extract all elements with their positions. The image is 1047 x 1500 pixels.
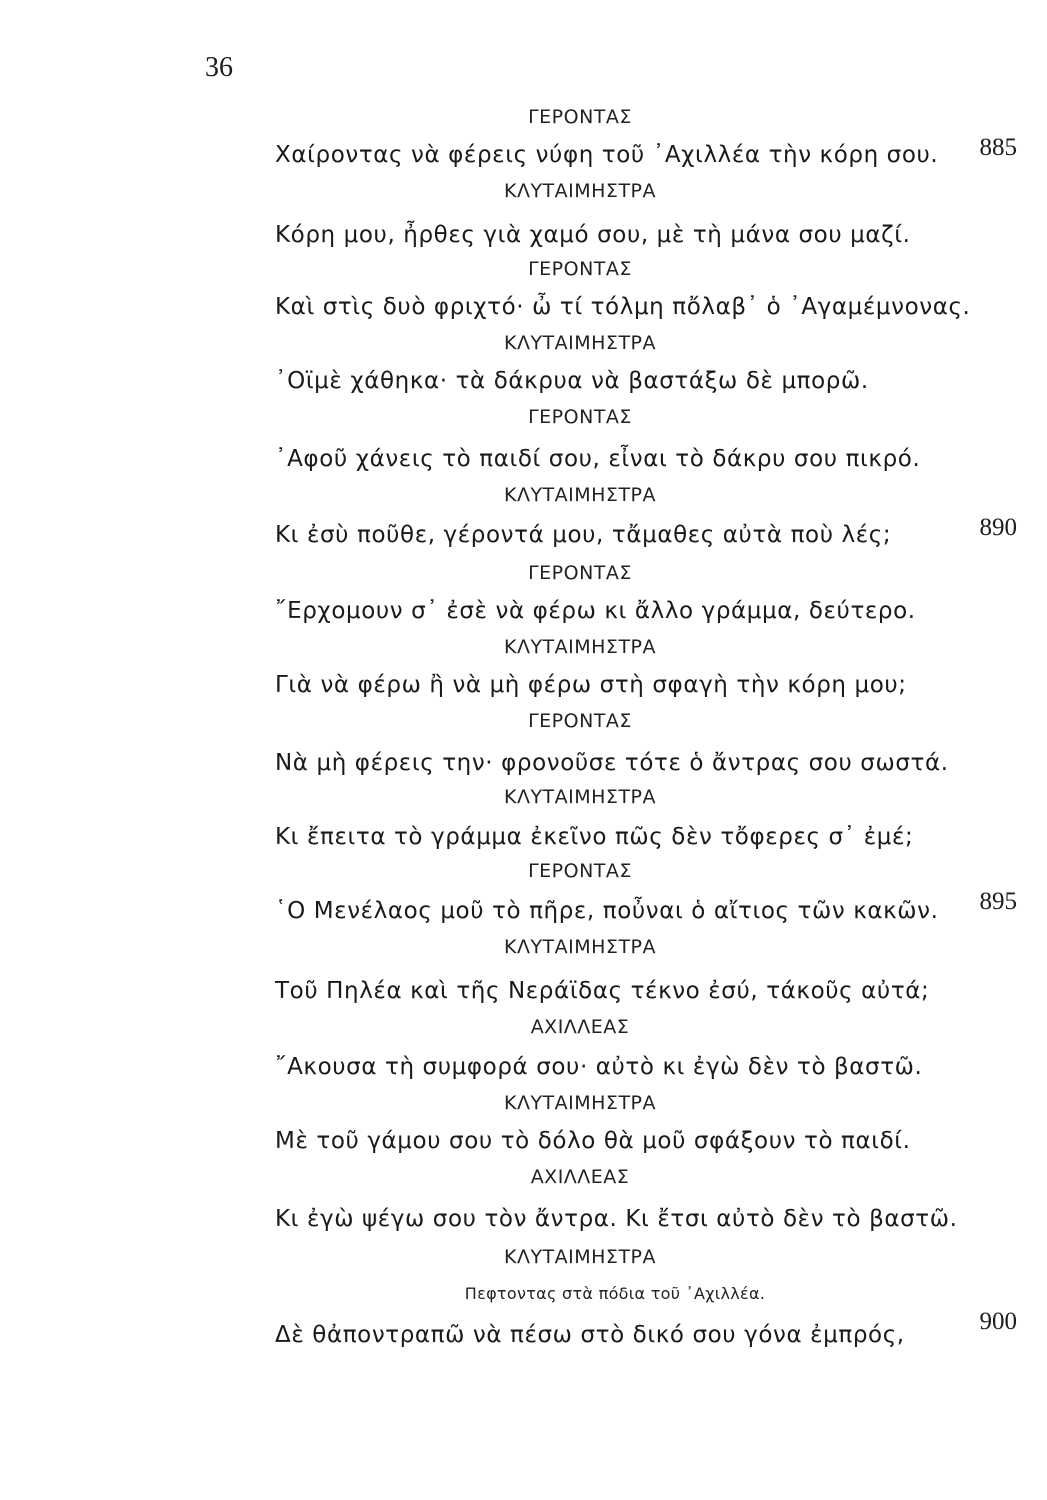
verse-line: ῾Ο Μενέλαος μοῦ τὸ πῆρε, ποὖναι ὁ αἴτιος τῶν κακῶν. bbox=[275, 898, 939, 924]
line-number: 900 bbox=[979, 1308, 1017, 1335]
page-number: 36 bbox=[205, 52, 233, 83]
line-number: 895 bbox=[979, 888, 1017, 915]
speaker-heading: ΚΛΥΤΑΙΜΗΣΤΡΑ bbox=[503, 636, 657, 658]
verse-line: Χαίροντας νὰ φέρεις νύφη τοῦ ᾿Αχιλλέα τὴν κόρη σου. bbox=[275, 142, 939, 168]
verse-line: ᾿Αφοῦ χάνεις τὸ παιδί σου, εἶναι τὸ δάκρυ σου πικρό. bbox=[275, 446, 921, 472]
verse-line: Τοῦ Πηλέα καὶ τῆς Νεράϊδας τέκνο ἐσύ, τάκοῦς αὐτά; bbox=[275, 978, 930, 1004]
speaker-heading: ΚΛΥΤΑΙΜΗΣΤΡΑ bbox=[503, 180, 657, 202]
verse-line: ῎Ερχομουν σ᾿ ἐσὲ νὰ φέρω κι ἄλλο γράμμα, δεύτερο. bbox=[275, 598, 916, 624]
verse-line: Κόρη μου, ἦρθες γιὰ χαμό σου, μὲ τὴ μάνα σου μαζί. bbox=[275, 222, 911, 248]
line-number: 890 bbox=[979, 514, 1017, 541]
verse-line: Κι ἐσὺ ποῦθε, γέροντά μου, τἄμαθες αὐτὰ ποὺ λές; bbox=[275, 522, 892, 548]
verse-line: Κι ἔπειτα τὸ γράμμα ἐκεῖνο πῶς δὲν τὄφερες σ᾿ ἐμέ; bbox=[275, 824, 914, 850]
speaker-heading: ΚΛΥΤΑΙΜΗΣΤΡΑ bbox=[503, 1246, 657, 1268]
stage-direction: Πεφτοντας στὰ πόδια τοῦ ᾿Αχιλλέα. bbox=[464, 1284, 766, 1303]
verse-line: Νὰ μὴ φέρεις την· φρονοῦσε τότε ὁ ἄντρας σου σωστά. bbox=[275, 750, 949, 776]
speaker-heading: ΑΧΙΛΛΕΑΣ bbox=[530, 1166, 630, 1188]
speaker-heading: ΓΕΡΟΝΤΑΣ bbox=[528, 710, 632, 732]
verse-line: ᾿Οϊμὲ χάθηκα· τὰ δάκρυα νὰ βαστάξω δὲ μπορῶ. bbox=[275, 368, 869, 394]
speaker-heading: ΚΛΥΤΑΙΜΗΣΤΡΑ bbox=[503, 484, 657, 506]
speaker-heading: ΓΕΡΟΝΤΑΣ bbox=[528, 562, 632, 584]
verse-line: Δὲ θἀποντραπῶ νὰ πέσω στὸ δικό σου γόνα ἐμπρός, bbox=[275, 1322, 905, 1348]
line-number: 885 bbox=[979, 134, 1017, 161]
verse-line: ῎Ακουσα τὴ συμφορά σου· αὐτὸ κι ἐγὼ δὲν τὸ βαστῶ. bbox=[275, 1054, 923, 1080]
speaker-heading: ΚΛΥΤΑΙΜΗΣΤΡΑ bbox=[503, 786, 657, 808]
speaker-heading: ΓΕΡΟΝΤΑΣ bbox=[528, 106, 632, 128]
speaker-heading: ΑΧΙΛΛΕΑΣ bbox=[530, 1016, 630, 1038]
verse-line: Γιὰ νὰ φέρω ἢ νὰ μὴ φέρω στὴ σφαγὴ τὴν κόρη μου; bbox=[275, 672, 907, 698]
speaker-heading: ΓΕΡΟΝΤΑΣ bbox=[528, 860, 632, 882]
speaker-heading: ΚΛΥΤΑΙΜΗΣΤΡΑ bbox=[503, 936, 657, 958]
verse-line: Μὲ τοῦ γάμου σου τὸ δόλο θὰ μοῦ σφάξουν τὸ παιδί. bbox=[275, 1128, 911, 1154]
speaker-heading: ΓΕΡΟΝΤΑΣ bbox=[528, 406, 632, 428]
verse-line: Καὶ στὶς δυὸ φριχτό· ὦ τί τόλμη πὄλαβ᾿ ὁ ᾿Αγαμέμνονας. bbox=[275, 294, 971, 320]
verse-line: Κι ἐγὼ ψέγω σου τὸν ἄντρα. Κι ἔτσι αὐτὸ δὲν τὸ βαστῶ. bbox=[275, 1206, 958, 1232]
speaker-heading: ΓΕΡΟΝΤΑΣ bbox=[528, 258, 632, 280]
speaker-heading: ΚΛΥΤΑΙΜΗΣΤΡΑ bbox=[503, 1092, 657, 1114]
speaker-heading: ΚΛΥΤΑΙΜΗΣΤΡΑ bbox=[503, 332, 657, 354]
